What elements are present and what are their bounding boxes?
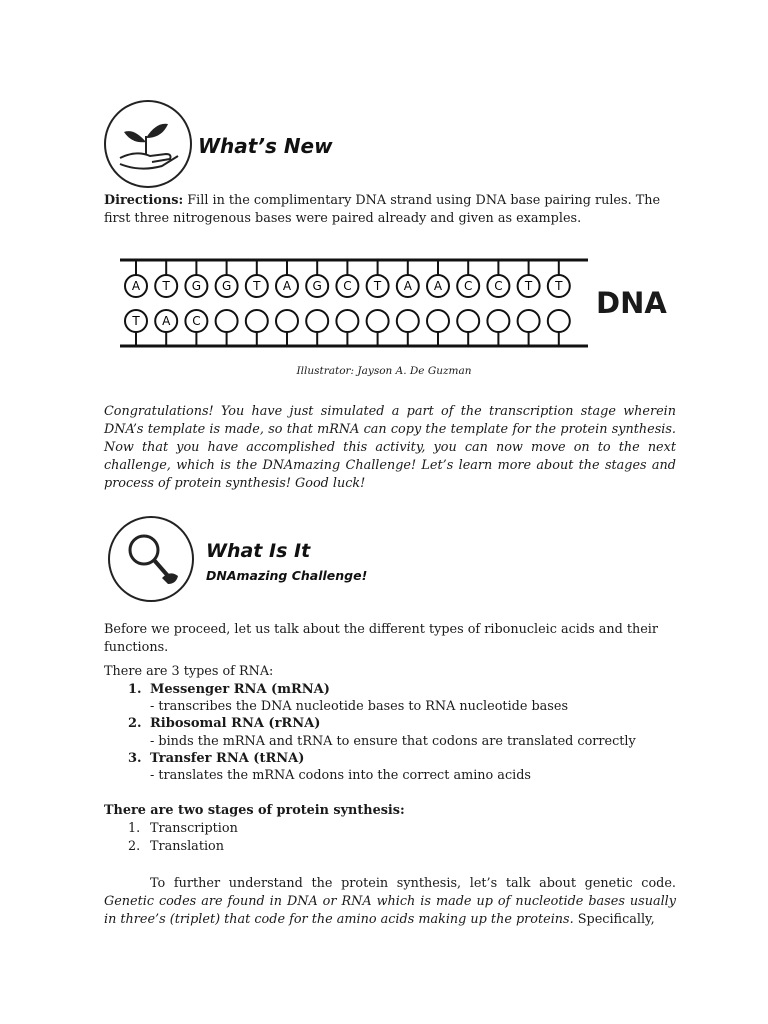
dna-bottom-base-circle [216,310,238,332]
dna-bottom-base-circle [548,310,570,332]
dna-diagram [116,252,596,352]
rna-type-description: - translates the mRNA codons into the correct amino acids [150,768,531,783]
rna-type-name: Transfer RNA (tRNA) [150,751,305,766]
dna-top-base-letter: T [373,279,382,293]
dna-top-base-letter: A [282,279,292,293]
genetic-code-paragraph [104,875,676,929]
dna-bottom-base-letter: T [132,314,140,328]
rna-type-number: 2. [128,716,142,731]
intro-paragraph: Before we proceed, let us talk about the different types of ribonucleic acids and their functions. [104,622,659,655]
directions-paragraph [104,192,676,228]
rna-type-description: - transcribes the DNA nucleotide bases to RNA nucleotide bases [150,699,569,714]
dna-bottom-base-circle [457,310,479,332]
stages-heading: There are two stages of protein synthesis: [104,803,405,818]
dna-bottom-base-letter: C [192,314,201,328]
rna-type-number: 1. [128,682,142,697]
dna-top-base-letter: A [403,279,412,293]
dna-bottom-base-circle [306,310,328,332]
dna-top-base-letter: G [312,279,322,293]
directions-label: Directions: [104,193,184,208]
illustrator-credit: Illustrator: Jayson A. De Guzman [296,365,472,377]
dna-label: DNA [596,286,667,320]
dna-top-base-letter: C [464,279,473,293]
dna-bottom-base-circle [367,310,389,332]
plant-hand-icon [104,100,192,188]
directions-text: Fill in the complimentary DNA strand using DNA base pairing rules. The first three nitrogenous bases were paired already and given as examples. [104,193,661,226]
rna-type-description: - binds the mRNA and tRNA to ensure that codons are translated correctly [150,734,636,749]
genetic-code-definition: Genetic codes are found in DNA or RNA which is made up of nucleotide bases usually in three’s (triplet) that code for the amino acids making up the proteins. [104,894,676,927]
what-is-it-title: What Is It [206,540,311,562]
dna-bottom-base-circle [518,310,540,332]
rna-types-heading: There are 3 types of RNA: [104,664,274,679]
dna-top-base-letter: C [494,279,503,293]
dna-top-base-letter: T [555,279,563,293]
dna-top-base-letter: T [524,279,533,293]
dna-top-base-letter: C [343,279,352,293]
dna-bottom-base-circle [336,310,358,332]
what-is-it-subtitle: DNAmazing Challenge! [206,568,368,583]
rna-type-name: Messenger RNA (mRNA) [150,682,330,697]
dna-bottom-base-circle [276,310,298,332]
dna-ladder [116,252,596,352]
dna-top-base-letter: T [162,279,170,293]
dna-bottom-base-circle [397,310,419,332]
dna-top-base-letter: G [191,279,202,293]
stage-number: 1. [128,821,141,836]
genetic-code-tail: Specifically, [573,912,655,927]
dna-top-base-letter: A [433,279,443,293]
dna-top-base-letter: T [253,279,261,293]
congratulations-paragraph: Congratulations! You have just simulated a part of the transcription stage wherein DNA’s template is made, so that mRNA can copy the template for the protein synthesis. Now that you have accomplished this activity, you can now move on to the next challenge, which is the DNAmazing Challenge! Let’s learn more about the stages and process of protein synthesis! Good luck! [104,404,676,491]
stage-label: Translation [150,839,224,854]
rna-type-number: 3. [128,751,142,766]
stage-label: Transcription [150,821,238,836]
whats-new-title: What’s New [198,134,333,158]
dna-bottom-base-circle [487,310,509,332]
dna-bottom-base-letter: A [162,314,171,328]
rna-type-name: Ribosomal RNA (rRNA) [150,716,321,731]
dna-top-base-letter: G [221,279,232,293]
dna-top-base-letter: A [131,279,141,293]
dna-bottom-base-circle [427,310,449,332]
magnifying-glass-icon [108,516,194,602]
stage-number: 2. [128,839,141,854]
dna-bottom-base-circle [246,310,268,332]
genetic-code-intro: To further understand the protein synthesis, let’s talk about genetic code. [150,876,676,891]
